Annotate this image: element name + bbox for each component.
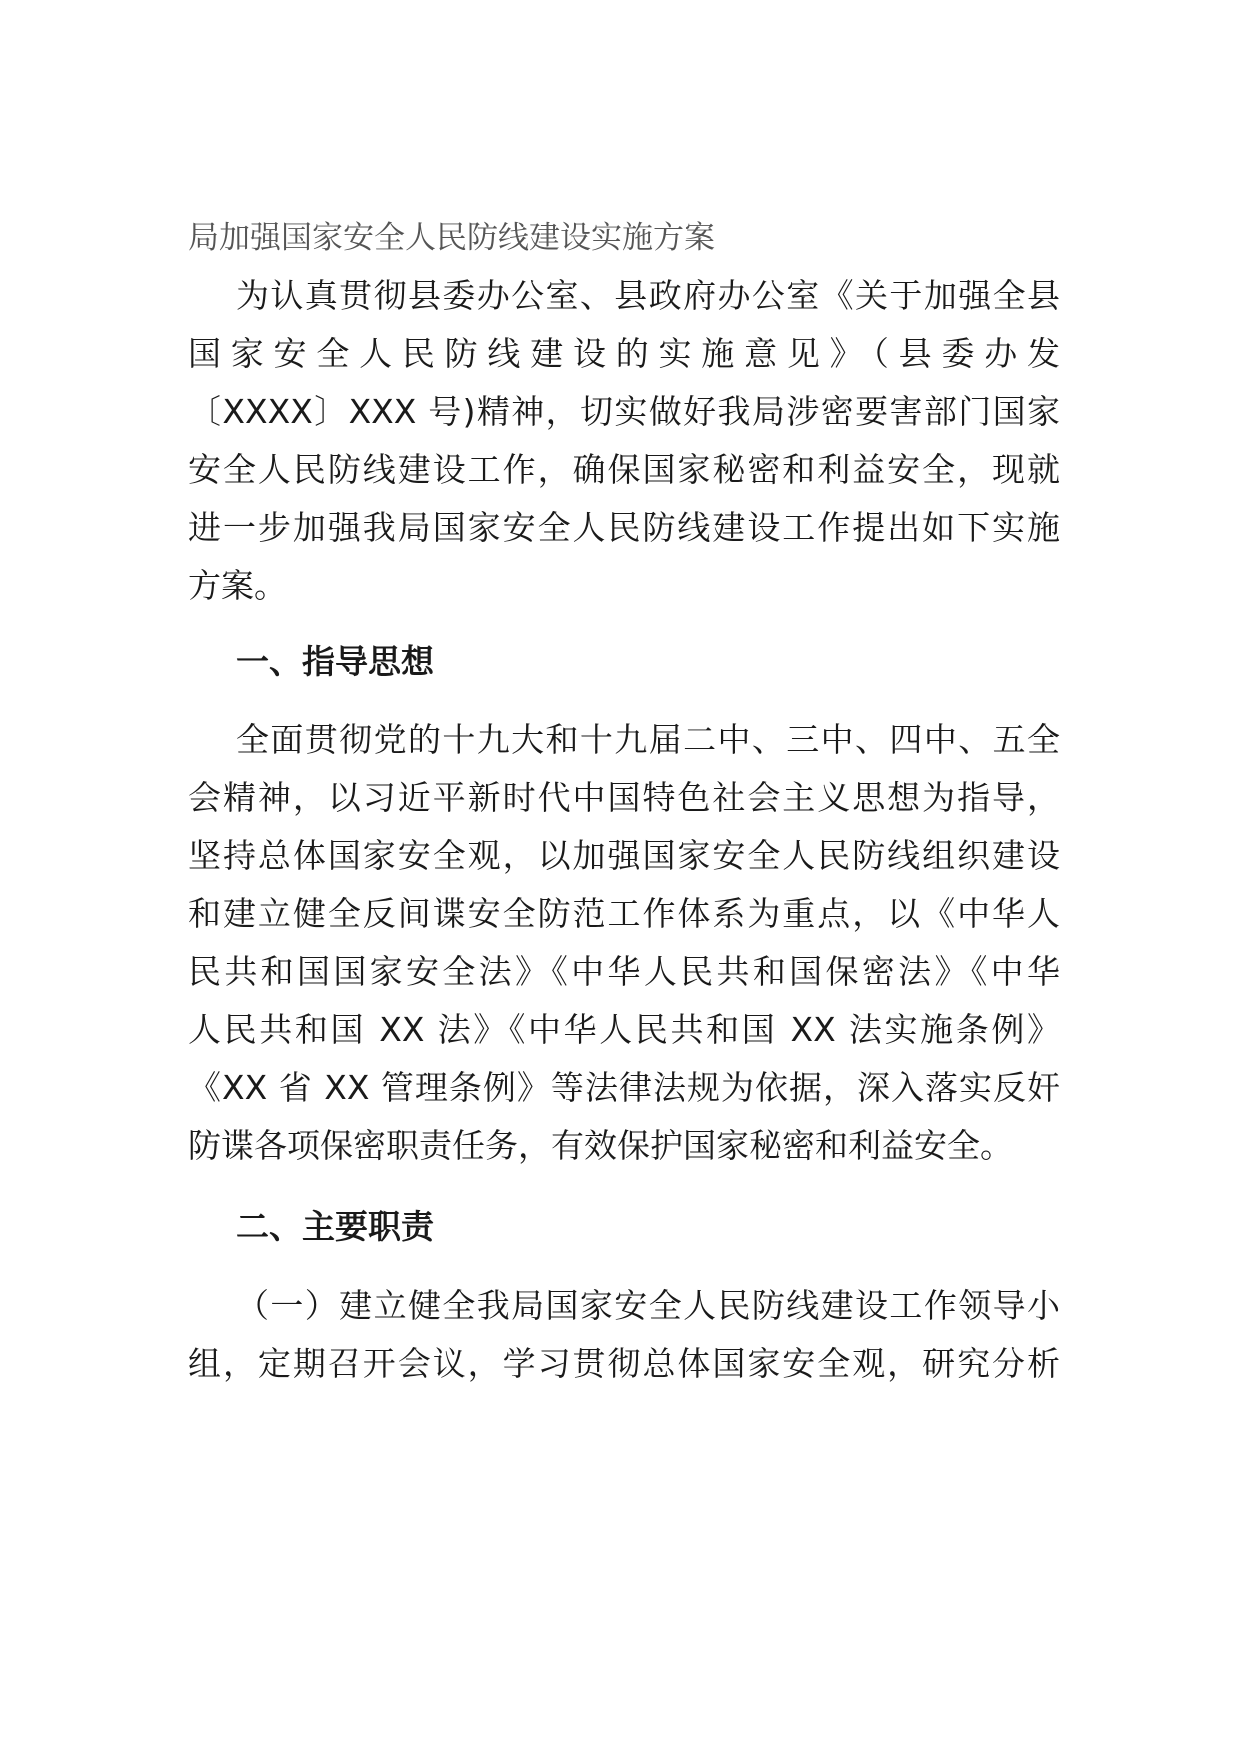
section1-line-7: 《XX 省 XX 管理条例》等法律法规为依据，深入落实反奸 (188, 1068, 1060, 1107)
section1-line-6: 人民共和国 XX 法》《中华人民共和国 XX 法实施条例》 (188, 1010, 1060, 1049)
intro-line-1: 为认真贯彻县委办公室、县政府办公室《关于加强全县 (236, 276, 1060, 315)
document-title: 局加强国家安全人民防线建设实施方案 (188, 220, 715, 256)
section1-line-5: 民共和国国家安全法》《中华人民共和国保密法》《中华 (188, 952, 1060, 991)
intro-line-3: 〔XXXX〕XXX 号)精神，切实做好我局涉密要害部门国家 (188, 392, 1060, 431)
section-heading-guiding-ideology: 一、指导思想 (236, 642, 434, 681)
section1-line-8: 防谍各项保密职责任务，有效保护国家秘密和利益安全。 (188, 1126, 1013, 1165)
section1-line-3: 坚持总体国家安全观，以加强国家安全人民防线组织建设 (188, 836, 1060, 875)
section2-line-1: （一）建立健全我局国家安全人民防线建设工作领导小 (236, 1286, 1060, 1325)
intro-line-6: 方案。 (188, 566, 287, 605)
section1-line-2: 会精神，以习近平新时代中国特色社会主义思想为指导， (188, 778, 1060, 817)
section2-line-2: 组，定期召开会议，学习贯彻总体国家安全观，研究分析 (188, 1344, 1060, 1383)
section-heading-main-duties: 二、主要职责 (236, 1207, 434, 1246)
intro-line-2: 国家安全人民防线建设的实施意见》（县委办发 (188, 334, 1060, 373)
intro-line-4: 安全人民防线建设工作，确保国家秘密和利益安全，现就 (188, 450, 1060, 489)
intro-line-5: 进一步加强我局国家安全人民防线建设工作提出如下实施 (188, 508, 1060, 547)
document-page (188, 0, 1060, 1754)
section1-line-1: 全面贯彻党的十九大和十九届二中、三中、四中、五全 (236, 720, 1060, 759)
section1-line-4: 和建立健全反间谍安全防范工作体系为重点，以《中华人 (188, 894, 1060, 933)
